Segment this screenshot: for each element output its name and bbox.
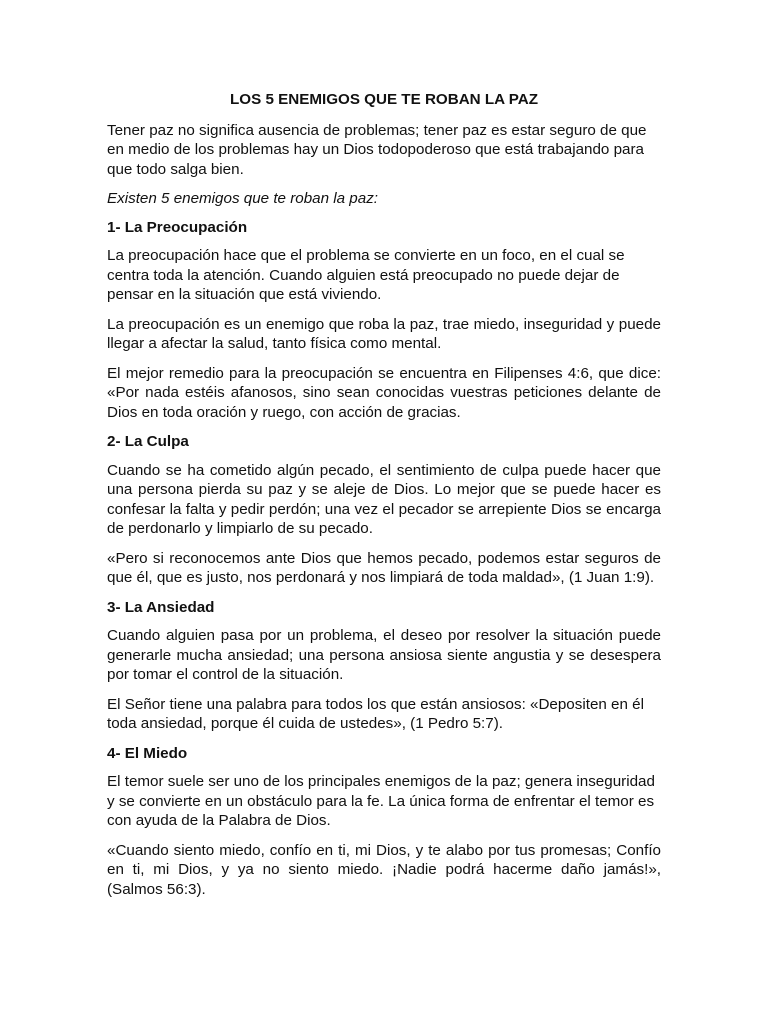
lead-paragraph: Existen 5 enemigos que te roban la paz: bbox=[107, 190, 379, 207]
section-heading-culpa: 2- La Culpa bbox=[107, 433, 189, 450]
section-paragraph: La preocupación es un enemigo que roba la paz, trae miedo, inseguridad y puede llegar a afectar la salud, tanto física como mental. bbox=[107, 315, 661, 352]
section-heading-ansiedad: 3- La Ansiedad bbox=[107, 598, 215, 616]
section-paragraph: «Cuando siento miedo, confío en ti, mi Dios, y te alabo por tus promesas; Confío en ti, mi Dios, y ya no siento miedo. ¡Nadie podrá hacerme daño jamás!», (Salmos 56:3). bbox=[107, 841, 661, 898]
section-paragraph: El Señor tiene una palabra para todos los que están ansiosos: «Depositen en él toda ansiedad, porque él cuida de ustedes», (1 Pedro 5:7). bbox=[107, 695, 644, 732]
intro-paragraph: Tener paz no significa ausencia de problemas; tener paz es estar seguro de que en medio de los problemas hay un Dios todopoderoso que está trabajando para que todo salga bien. bbox=[107, 121, 647, 178]
section-paragraph: Cuando alguien pasa por un problema, el deseo por resolver la situación puede generarle mucha ansiedad; una persona ansiosa siente angustia y se desespera por tomar el control de la situación. bbox=[107, 627, 661, 683]
section-paragraph: «Pero si reconocemos ante Dios que hemos pecado, podemos estar seguros de que él, que es justo, nos perdonará y nos limpiará de toda maldad», (1 Juan 1:9). bbox=[107, 549, 661, 586]
section-paragraph: La preocupación hace que el problema se convierte en un foco, en el cual se centra toda la atención. Cuando alguien está preocupado no puede dejar de pensar en la situación que está viviendo. bbox=[107, 247, 625, 303]
document-title: LOS 5 ENEMIGOS QUE TE ROBAN LA PAZ bbox=[230, 91, 538, 108]
document-page bbox=[107, 90, 661, 909]
section-paragraph: El mejor remedio para la preocupación se encuentra en Filipenses 4:6, que dice: «Por nada estéis afanosos, sino sean conocidas vuestras peticiones delante de Dios en toda oración y ruego, con acción de gracias. bbox=[107, 364, 661, 421]
section-paragraph: El temor suele ser uno de los principales enemigos de la paz; genera inseguridad y se convierte en un obstáculo para la fe. La única forma de enfrentar el temor es con ayuda de la Palabra de Dios. bbox=[107, 773, 655, 829]
section-paragraph: Cuando se ha cometido algún pecado, el sentimiento de culpa puede hacer que una persona pierda su paz y se aleje de Dios. Lo mejor que se puede hacer es confesar la falta y pedir perdón; una vez el pecador se arrepiente Dios se encarga de perdonarlo y limpiarlo de su pecado. bbox=[107, 461, 661, 537]
section-heading-preocupacion: 1- La Preocupación bbox=[107, 218, 248, 236]
section-heading-miedo: 4- El Miedo bbox=[107, 744, 188, 762]
